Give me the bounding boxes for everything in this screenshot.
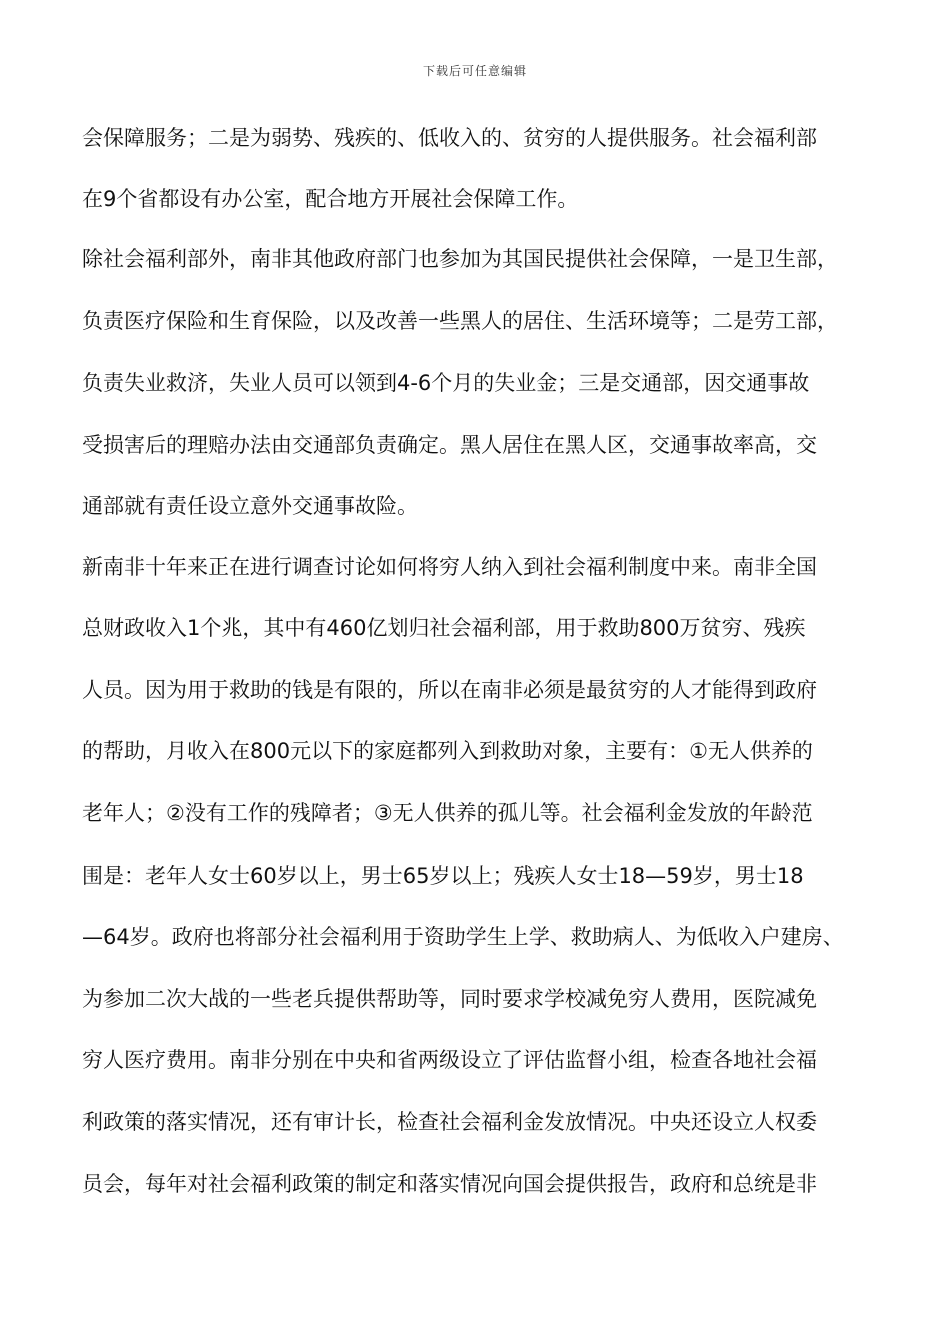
body-line: 员会，每年对社会福利政策的制定和落实情况向国会提供报告，政府和总统是非 (82, 1172, 817, 1196)
body-line: 负责医疗保险和生育保险，以及改善一些黑人的居住、生活环境等；二是劳工部， (82, 309, 838, 333)
body-line: 为参加二次大战的一些老兵提供帮助等，同时要求学校减免穷人费用，医院减免 (82, 987, 817, 1011)
body-line: 的帮助，月收入在800元以下的家庭都列入到救助对象，主要有：①无人供养的 (82, 739, 813, 763)
body-line: 新南非十年来正在进行调查讨论如何将穷人纳入到社会福利制度中来。南非全国 (82, 555, 817, 579)
body-line: 通部就有责任设立意外交通事故险。 (82, 494, 418, 518)
body-line: 在9个省都设有办公室，配合地方开展社会保障工作。 (82, 187, 579, 211)
body-line: 穷人医疗费用。南非分别在中央和省两级设立了评估监督小组，检查各地社会福 (82, 1048, 817, 1072)
body-line: 除社会福利部外，南非其他政府部门也参加为其国民提供社会保障，一是卫生部， (82, 247, 838, 271)
page-header: 下载后可任意编辑 (422, 64, 527, 78)
body-line: 会保障服务；二是为弱势、残疾的、低收入的、贫穷的人提供服务。社会福利部 (82, 126, 817, 150)
body-line: —64岁。政府也将部分社会福利用于资助学生上学、救助病人、为低收入户建房、 (82, 925, 844, 949)
body-line: 人员。因为用于救助的钱是有限的，所以在南非必须是最贫穷的人才能得到政府 (82, 678, 817, 702)
body-line: 受损害后的理赔办法由交通部负责确定。黑人居住在黑人区，交通事故率高，交 (82, 433, 817, 457)
body-line: 总财政收入1个兆，其中有460亿划归社会福利部，用于救助800万贫穷、残疾 (82, 616, 806, 640)
body-line: 老年人；②没有工作的残障者；③无人供养的孤儿等。社会福利金发放的年龄范 (82, 801, 813, 825)
body-line: 利政策的落实情况，还有审计长，检查社会福利金发放情况。中央还设立人权委 (82, 1110, 817, 1134)
body-line: 围是：老年人女士60岁以上，男士65岁以上；残疾人女士18—59岁，男士18 (82, 864, 804, 888)
body-line: 负责失业救济，失业人员可以领到4-6个月的失业金；三是交通部，因交通事故 (82, 371, 810, 395)
